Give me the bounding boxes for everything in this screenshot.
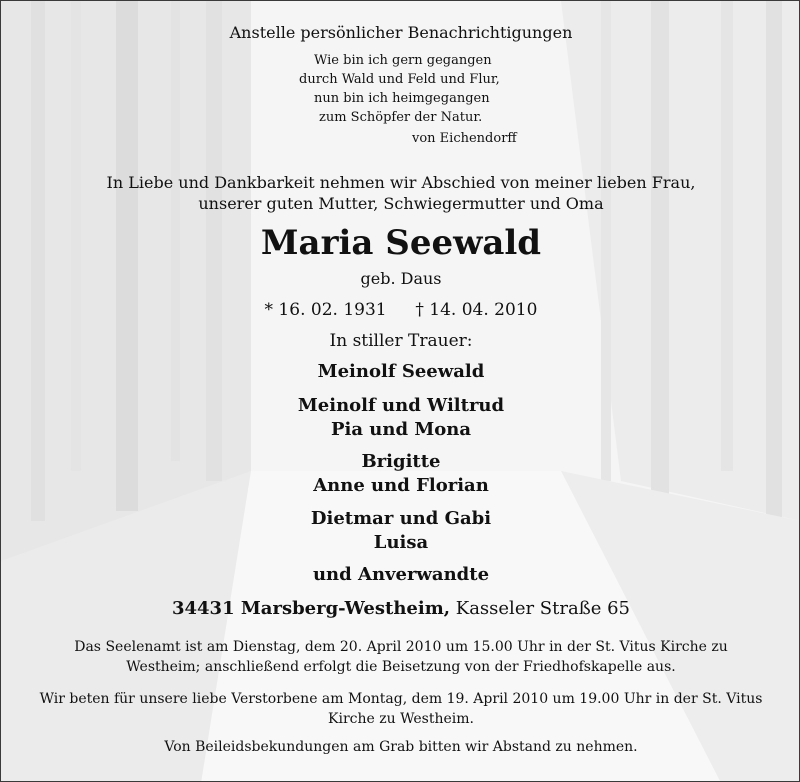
- farewell-line: unserer guten Mutter, Schwiegermutter und Oma: [198, 194, 604, 213]
- maiden-name: geb. Daus: [360, 269, 442, 288]
- mourner-line: Meinolf und Wiltrud: [297, 395, 505, 416]
- mourner-line: Pia und Mona: [330, 419, 471, 440]
- prayer-line: Kirche zu Westheim.: [328, 711, 474, 727]
- prayer-line: Wir beten für unsere liebe Verstorbene am Montag, dem 19. April 2010 um 19.00 Uhr in der St. Vitus: [39, 691, 763, 707]
- poem-author: von Eichendorff: [412, 131, 517, 146]
- deceased-name: Maria Seewald: [260, 223, 542, 263]
- poem-line: zum Schöpfer der Natur.: [319, 110, 483, 125]
- mourner-line: Dietmar und Gabi: [310, 508, 492, 529]
- mourner-line: Anne und Florian: [313, 475, 489, 496]
- service-line: Westheim; anschließend erfolgt die Beisetzung von der Friedhofskapelle aus.: [126, 659, 676, 675]
- poem-line: durch Wald und Feld und Flur,: [299, 72, 500, 87]
- poem-line: Wie bin ich gern gegangen: [314, 53, 492, 68]
- mourner-line: Luisa: [373, 532, 429, 553]
- intro-line: Anstelle persönlicher Benachrichtigungen: [229, 23, 573, 42]
- mourner-line: und Anverwandte: [312, 564, 490, 585]
- closing-line: Von Beileidsbekundungen am Grab bitten wir Abstand zu nehmen.: [164, 739, 638, 755]
- mourner-line: Brigitte: [361, 451, 441, 472]
- mourning-heading: In stiller Trauer:: [329, 331, 473, 351]
- death-date: 14. 04. 2010: [429, 300, 538, 320]
- mourner-line: Meinolf Seewald: [317, 361, 485, 382]
- address-street: Kasseler Straße 65: [455, 598, 630, 619]
- address-line: [1, 598, 800, 619]
- life-dates: [1, 300, 800, 320]
- cross-icon: †: [415, 300, 424, 320]
- service-line: Das Seelenamt ist am Dienstag, dem 20. April 2010 um 15.00 Uhr in der St. Vitus Kirche zu: [74, 639, 728, 655]
- farewell-line: In Liebe und Dankbarkeit nehmen wir Abschied von meiner lieben Frau,: [106, 173, 696, 192]
- address-city: 34431 Marsberg-Westheim,: [171, 598, 451, 619]
- poem-line: nun bin ich heimgegangen: [314, 91, 490, 106]
- birth-date: * 16. 02. 1931: [264, 300, 387, 320]
